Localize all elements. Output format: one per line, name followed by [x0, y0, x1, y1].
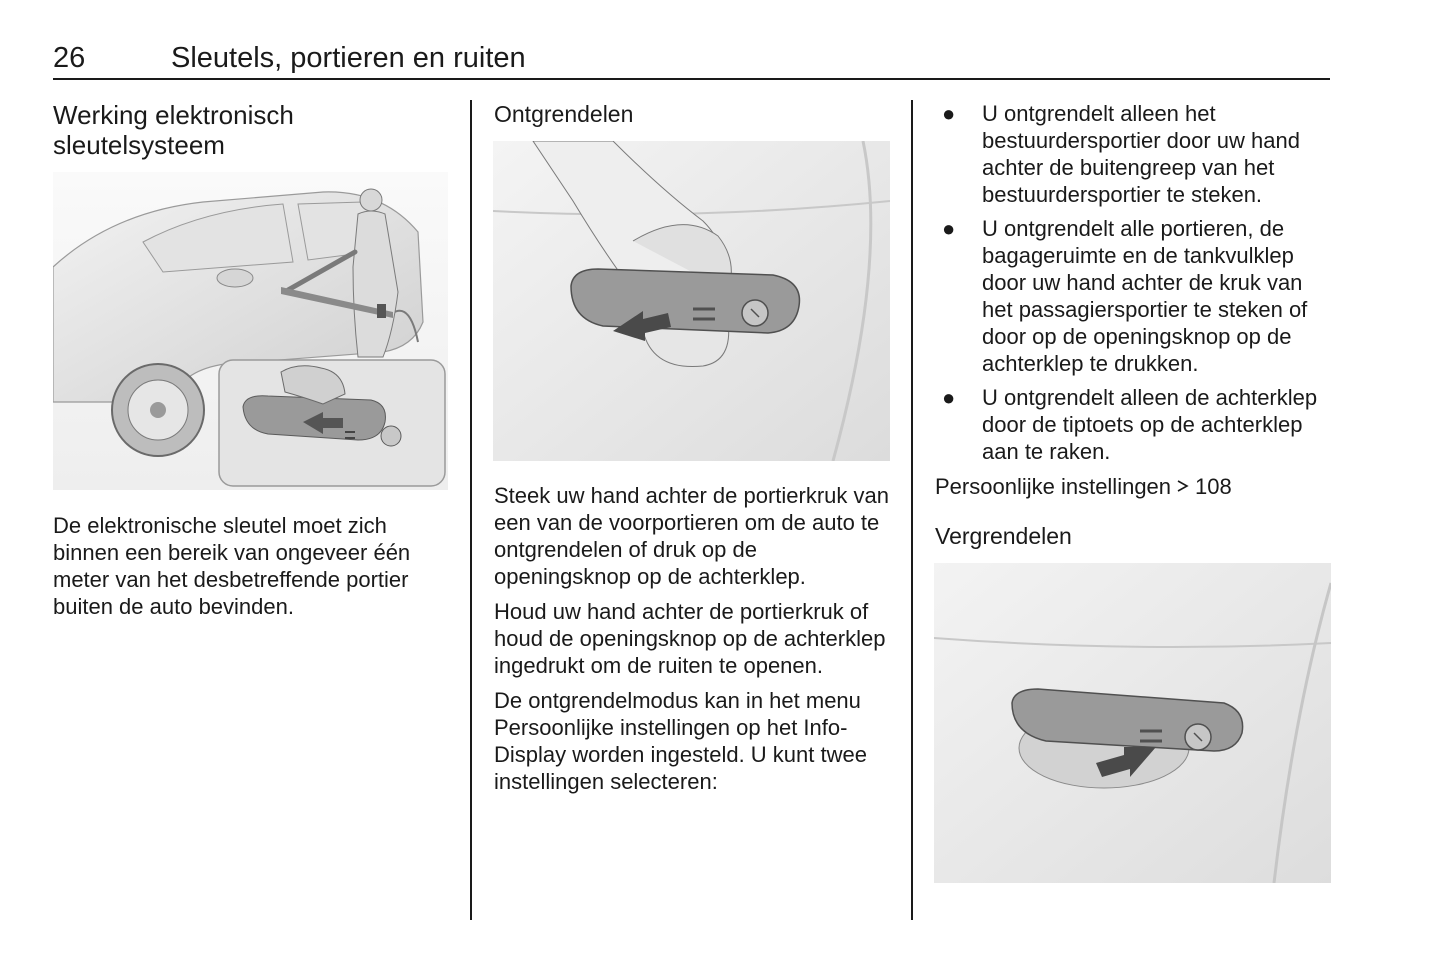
cross-reference[interactable] [935, 473, 1335, 500]
bullet-text: U ontgrendelt alle portieren, de bagageruimte en de tankvulklep door uw hand achter de kruk van het passagiersportier te steken of door op de openingsknop op de achterklep te drukken. [982, 216, 1308, 376]
unlock-paragraph-3: De ontgrendelmodus kan in het menu Persoonlijke instellingen op het Info-Display worden ingesteld. U kunt twee instellingen selecteren: [494, 688, 867, 794]
section-heading: Werking elektronisch sleutelsysteem [53, 100, 294, 160]
unlock-mode-list [935, 100, 1335, 465]
car-approach-illustration [53, 172, 448, 490]
column-1-body [53, 512, 453, 620]
page-header [53, 40, 1330, 80]
list-item [935, 100, 1335, 208]
column-2-body [494, 482, 894, 795]
figure-unlock-handle [493, 141, 890, 461]
figure-lock-handle [934, 563, 1331, 883]
unlock-handle-illustration [493, 141, 890, 461]
unlock-paragraph-2: Houd uw hand achter de portierkruk of houd de openingsknop op de achterklep ingedrukt om de ruiten te openen. [494, 599, 886, 678]
page-number: 26 [53, 42, 86, 74]
cross-reference-page: 108 [1195, 474, 1232, 499]
arrow-right-icon [1175, 473, 1191, 500]
column-2 [494, 100, 894, 128]
unlock-heading: Ontgrendelen [494, 101, 634, 127]
column-divider-2 [911, 100, 913, 920]
column-1 [53, 100, 453, 160]
lock-handle-illustration [934, 563, 1331, 883]
unlock-paragraph-1: Steek uw hand achter de portierkruk van een van de voorportieren om de auto te ontgrendelen of druk op de openingsknop op de achterklep. [494, 483, 890, 589]
column-3 [935, 100, 1335, 550]
bullet-icon: ● [942, 385, 956, 410]
bullet-icon: ● [942, 101, 956, 126]
column-divider-1 [470, 100, 472, 920]
bullet-text: U ontgrendelt alleen het bestuurdersportier door uw hand achter de buitengreep van het bestuurdersportier te steken. [982, 101, 1300, 207]
lock-heading: Vergrendelen [935, 523, 1072, 549]
list-item [935, 384, 1335, 465]
bullet-icon: ● [942, 216, 956, 241]
bullet-text: U ontgrendelt alleen de achterklep door de tiptoets op de achterklep aan te raken. [982, 385, 1318, 464]
cross-reference-text: Persoonlijke instellingen [935, 474, 1172, 499]
range-paragraph: De elektronische sleutel moet zich binnen een bereik van ongeveer één meter van het desbetreffende portier buiten de auto bevinden. [53, 513, 411, 619]
chapter-title: Sleutels, portieren en ruiten [171, 42, 526, 74]
list-item [935, 215, 1335, 377]
figure-keyless-approach [53, 172, 448, 490]
